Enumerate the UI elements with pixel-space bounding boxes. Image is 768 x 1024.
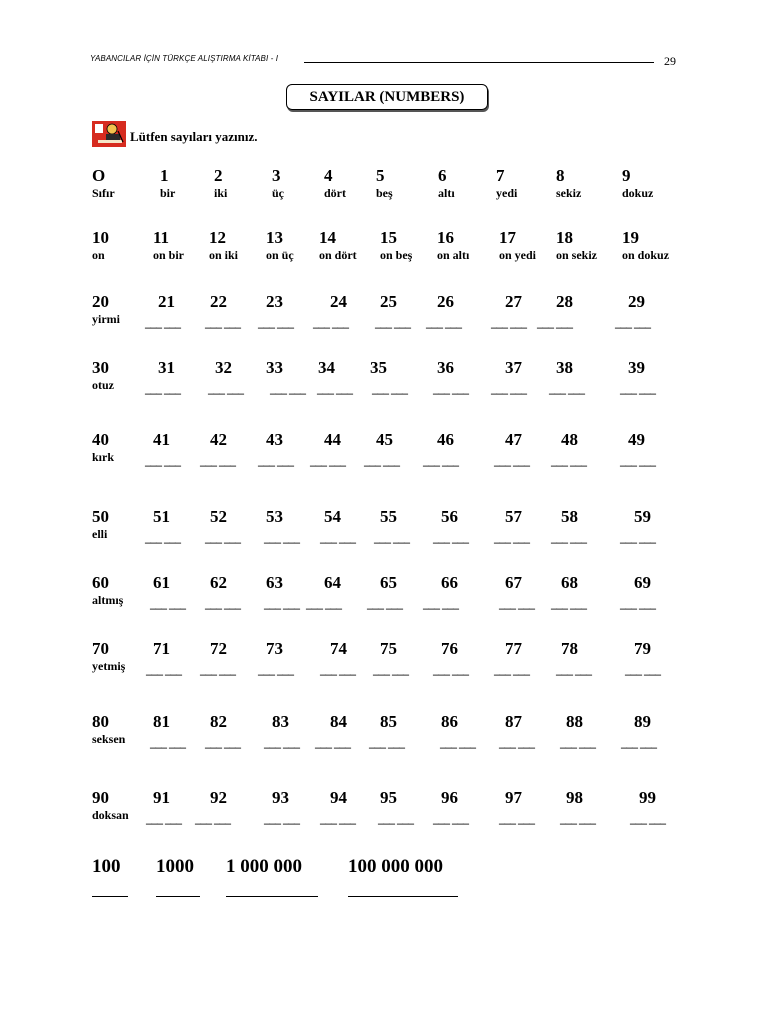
number-label: 16 bbox=[437, 228, 454, 247]
number-word: elli bbox=[92, 527, 108, 541]
number-word: on altı bbox=[437, 248, 470, 262]
number-word: on iki bbox=[209, 248, 239, 262]
answer-blank[interactable]: ___ ___ bbox=[374, 531, 410, 545]
number-label: 66 bbox=[441, 573, 458, 592]
answer-line[interactable] bbox=[156, 896, 200, 897]
number-label: 72 bbox=[210, 639, 227, 658]
number-label: 47 bbox=[505, 430, 522, 449]
number-row bbox=[0, 228, 768, 298]
answer-blank[interactable]: ___ ___ bbox=[620, 454, 656, 468]
answer-blank[interactable]: ___ ___ bbox=[372, 382, 408, 396]
number-label: 30 bbox=[92, 358, 109, 377]
answer-blank[interactable]: ___ ___ bbox=[423, 597, 459, 611]
number-label: 61 bbox=[153, 573, 170, 592]
number-label: 28 bbox=[556, 292, 573, 311]
answer-blank[interactable]: ___ ___ bbox=[367, 597, 403, 611]
number-label: 34 bbox=[318, 358, 335, 377]
number-word: on dokuz bbox=[622, 248, 670, 262]
number-label: 75 bbox=[380, 639, 397, 658]
number-label: 89 bbox=[634, 712, 651, 731]
number-label: 37 bbox=[505, 358, 522, 377]
number-row bbox=[0, 788, 768, 858]
number-label: 7 bbox=[496, 166, 505, 185]
number-row bbox=[0, 166, 768, 236]
number-label: 98 bbox=[566, 788, 583, 807]
number-label: 93 bbox=[272, 788, 289, 807]
number-label: 50 bbox=[92, 507, 109, 526]
number-label: 81 bbox=[153, 712, 170, 731]
answer-blank[interactable]: ___ ___ bbox=[258, 663, 294, 677]
answer-blank[interactable]: ___ ___ bbox=[560, 736, 596, 750]
answer-blank[interactable]: ___ ___ bbox=[499, 812, 535, 826]
answer-blank[interactable]: ___ ___ bbox=[549, 382, 585, 396]
number-label: 97 bbox=[505, 788, 522, 807]
number-label: 84 bbox=[330, 712, 347, 731]
answer-blank[interactable]: ___ ___ bbox=[146, 663, 182, 677]
number-label: 96 bbox=[441, 788, 458, 807]
number-word: on yedi bbox=[499, 248, 537, 262]
number-word: yirmi bbox=[92, 312, 120, 326]
number-label: 95 bbox=[380, 788, 397, 807]
number-label: 1 bbox=[160, 166, 169, 185]
answer-blank[interactable]: ___ ___ bbox=[620, 531, 656, 545]
answer-blank[interactable]: ___ ___ bbox=[433, 382, 469, 396]
answer-blank[interactable]: ___ ___ bbox=[494, 531, 530, 545]
answer-blank[interactable]: ___ ___ bbox=[310, 454, 346, 468]
answer-blank[interactable]: ___ ___ bbox=[440, 736, 476, 750]
answer-blank[interactable]: ___ ___ bbox=[145, 316, 181, 330]
answer-blank[interactable]: ___ ___ bbox=[615, 316, 651, 330]
answer-blank[interactable]: ___ ___ bbox=[373, 663, 409, 677]
answer-blank[interactable]: ___ ___ bbox=[205, 316, 241, 330]
number-label: 13 bbox=[266, 228, 283, 247]
number-label: 76 bbox=[441, 639, 458, 658]
answer-blank[interactable]: ___ ___ bbox=[433, 531, 469, 545]
number-label: 2 bbox=[214, 166, 223, 185]
number-label: 18 bbox=[556, 228, 573, 247]
number-label: 11 bbox=[153, 228, 170, 247]
answer-blank[interactable]: ___ ___ bbox=[620, 382, 656, 396]
number-label: 94 bbox=[330, 788, 347, 807]
number-label: 92 bbox=[210, 788, 227, 807]
answer-line[interactable] bbox=[348, 896, 458, 897]
answer-blank[interactable]: ___ ___ bbox=[264, 597, 300, 611]
number-label: 31 bbox=[158, 358, 175, 377]
number-label: 42 bbox=[210, 430, 227, 449]
answer-blank[interactable]: ___ ___ bbox=[205, 531, 241, 545]
number-label: 99 bbox=[639, 788, 656, 807]
answer-blank[interactable]: ___ ___ bbox=[499, 597, 535, 611]
answer-blank[interactable]: ___ ___ bbox=[150, 736, 186, 750]
number-word: bir bbox=[160, 186, 176, 200]
answer-blank[interactable]: ___ ___ bbox=[145, 454, 181, 468]
answer-blank[interactable]: ___ ___ bbox=[146, 812, 182, 826]
number-word: on üç bbox=[266, 248, 294, 262]
answer-blank[interactable]: ___ ___ bbox=[264, 812, 300, 826]
number-label: 86 bbox=[441, 712, 458, 731]
number-label: 80 bbox=[92, 712, 109, 731]
answer-blank[interactable]: ___ ___ bbox=[556, 663, 592, 677]
answer-blank[interactable]: ___ ___ bbox=[264, 531, 300, 545]
number-label: 85 bbox=[380, 712, 397, 731]
number-label: 69 bbox=[634, 573, 651, 592]
number-label: 83 bbox=[272, 712, 289, 731]
number-word: doksan bbox=[92, 808, 129, 822]
number-word: Sıfır bbox=[92, 186, 115, 200]
number-word: otuz bbox=[92, 378, 114, 392]
book-title: YABANCILAR İÇİN TÜRKÇE ALIŞTIRMA KİTABI - I bbox=[90, 54, 279, 63]
number-label: 46 bbox=[437, 430, 454, 449]
number-label: 62 bbox=[210, 573, 227, 592]
number-label: 9 bbox=[622, 166, 631, 185]
final-numbers-row bbox=[0, 856, 768, 906]
number-label: 78 bbox=[561, 639, 578, 658]
number-100: 100 bbox=[92, 856, 121, 877]
answer-blank[interactable]: ___ ___ bbox=[306, 597, 342, 611]
answer-line[interactable] bbox=[226, 896, 318, 897]
number-word: on beş bbox=[380, 248, 413, 262]
number-row bbox=[0, 573, 768, 643]
answer-blank[interactable]: ___ ___ bbox=[205, 736, 241, 750]
number-word: iki bbox=[214, 186, 228, 200]
number-label: 82 bbox=[210, 712, 227, 731]
title-box bbox=[286, 84, 488, 110]
number-label: 59 bbox=[634, 507, 651, 526]
answer-blank[interactable]: ___ ___ bbox=[369, 736, 405, 750]
answer-blank[interactable]: ___ ___ bbox=[264, 736, 300, 750]
number-label: 27 bbox=[505, 292, 522, 311]
writing-student-icon bbox=[92, 121, 126, 147]
header-rule bbox=[304, 62, 654, 63]
number-label: 90 bbox=[92, 788, 109, 807]
number-label: 3 bbox=[272, 166, 281, 185]
number-row bbox=[0, 639, 768, 709]
number-word: on dört bbox=[319, 248, 357, 262]
number-label: 10 bbox=[92, 228, 109, 247]
number-label: 51 bbox=[153, 507, 170, 526]
number-label: 44 bbox=[324, 430, 341, 449]
number-word: kırk bbox=[92, 450, 115, 464]
number-label: 60 bbox=[92, 573, 109, 592]
answer-blank[interactable]: ___ ___ bbox=[621, 736, 657, 750]
number-label: 70 bbox=[92, 639, 109, 658]
number-label: 39 bbox=[628, 358, 645, 377]
answer-blank[interactable]: ___ ___ bbox=[313, 316, 349, 330]
number-label: 91 bbox=[153, 788, 170, 807]
answer-blank[interactable]: ___ ___ bbox=[494, 454, 530, 468]
number-label: 22 bbox=[210, 292, 227, 311]
instruction bbox=[92, 121, 257, 147]
answer-blank[interactable]: ___ ___ bbox=[378, 812, 414, 826]
number-label: 43 bbox=[266, 430, 283, 449]
answer-blank[interactable]: ___ ___ bbox=[145, 382, 181, 396]
number-label: O bbox=[92, 166, 106, 185]
number-label: 17 bbox=[499, 228, 516, 247]
answer-blank[interactable]: ___ ___ bbox=[620, 597, 656, 611]
answer-blank[interactable]: ___ ___ bbox=[433, 663, 469, 677]
answer-blank[interactable]: ___ ___ bbox=[494, 663, 530, 677]
page-header bbox=[90, 52, 680, 70]
number-label: 6 bbox=[438, 166, 447, 185]
answer-blank[interactable]: ___ ___ bbox=[375, 316, 411, 330]
number-word: seksen bbox=[92, 732, 126, 746]
number-label: 19 bbox=[622, 228, 639, 247]
page-title: SAYILAR (NUMBERS) bbox=[309, 88, 465, 105]
answer-blank[interactable]: ___ ___ bbox=[551, 531, 587, 545]
answer-blank[interactable]: ___ ___ bbox=[195, 812, 231, 826]
number-label: 57 bbox=[505, 507, 522, 526]
number-label: 21 bbox=[158, 292, 175, 311]
answer-blank[interactable]: ___ ___ bbox=[320, 663, 356, 677]
answer-blank[interactable]: ___ ___ bbox=[200, 454, 236, 468]
number-word: sekiz bbox=[556, 186, 582, 200]
number-row bbox=[0, 712, 768, 782]
number-label: 74 bbox=[330, 639, 347, 658]
answer-blank[interactable]: ___ ___ bbox=[258, 316, 294, 330]
number-label: 54 bbox=[324, 507, 341, 526]
number-word: on bbox=[92, 248, 105, 262]
number-label: 23 bbox=[266, 292, 283, 311]
page-number: 29 bbox=[664, 54, 676, 68]
number-word: yedi bbox=[496, 186, 518, 200]
number-label: 88 bbox=[566, 712, 583, 731]
number-label: 20 bbox=[92, 292, 109, 311]
number-label: 8 bbox=[556, 166, 565, 185]
number-label: 68 bbox=[561, 573, 578, 592]
answer-line[interactable] bbox=[92, 896, 128, 897]
number-label: 53 bbox=[266, 507, 283, 526]
number-word: altı bbox=[438, 186, 455, 200]
number-label: 64 bbox=[324, 573, 341, 592]
answer-blank[interactable]: ___ ___ bbox=[551, 454, 587, 468]
number-row bbox=[0, 430, 768, 500]
answer-blank[interactable]: ___ ___ bbox=[315, 736, 351, 750]
number-label: 12 bbox=[209, 228, 226, 247]
number-word: dört bbox=[324, 186, 346, 200]
number-label: 32 bbox=[215, 358, 232, 377]
number-label: 41 bbox=[153, 430, 170, 449]
number-label: 77 bbox=[505, 639, 522, 658]
number-label: 25 bbox=[380, 292, 397, 311]
answer-blank[interactable]: ___ ___ bbox=[364, 454, 400, 468]
answer-blank[interactable]: ___ ___ bbox=[320, 812, 356, 826]
number-label: 35 bbox=[370, 358, 387, 377]
answer-blank[interactable]: ___ ___ bbox=[208, 382, 244, 396]
answer-blank[interactable]: ___ ___ bbox=[491, 382, 527, 396]
number-label: 14 bbox=[319, 228, 336, 247]
answer-blank[interactable]: ___ ___ bbox=[426, 316, 462, 330]
answer-blank[interactable]: ___ ___ bbox=[258, 454, 294, 468]
number-label: 67 bbox=[505, 573, 522, 592]
number-row bbox=[0, 507, 768, 577]
number-label: 33 bbox=[266, 358, 283, 377]
answer-blank[interactable]: ___ ___ bbox=[433, 812, 469, 826]
number-label: 38 bbox=[556, 358, 573, 377]
number-word: dokuz bbox=[622, 186, 654, 200]
number-word: altmış bbox=[92, 593, 124, 607]
instruction-text: Lütfen sayıları yazınız. bbox=[130, 129, 258, 144]
answer-blank[interactable]: ___ ___ bbox=[205, 597, 241, 611]
answer-blank[interactable]: ___ ___ bbox=[625, 663, 661, 677]
answer-blank[interactable]: ___ ___ bbox=[560, 812, 596, 826]
number-label: 40 bbox=[92, 430, 109, 449]
number-1000000: 1 000 000 bbox=[226, 856, 302, 877]
answer-blank[interactable]: ___ ___ bbox=[551, 597, 587, 611]
number-label: 5 bbox=[376, 166, 385, 185]
number-row bbox=[0, 292, 768, 362]
answer-blank[interactable]: ___ ___ bbox=[270, 382, 306, 396]
number-label: 45 bbox=[376, 430, 393, 449]
number-label: 4 bbox=[324, 166, 333, 185]
answer-blank[interactable]: ___ ___ bbox=[630, 812, 666, 826]
number-word: üç bbox=[272, 186, 284, 200]
answer-blank[interactable]: ___ ___ bbox=[537, 316, 573, 330]
number-label: 49 bbox=[628, 430, 645, 449]
answer-blank[interactable]: ___ ___ bbox=[317, 382, 353, 396]
number-label: 24 bbox=[330, 292, 347, 311]
answer-blank[interactable]: ___ ___ bbox=[499, 736, 535, 750]
number-word: beş bbox=[376, 186, 393, 200]
number-label: 63 bbox=[266, 573, 283, 592]
number-label: 58 bbox=[561, 507, 578, 526]
number-label: 55 bbox=[380, 507, 397, 526]
number-1000: 1000 bbox=[156, 856, 194, 877]
number-label: 52 bbox=[210, 507, 227, 526]
number-word: yetmiş bbox=[92, 659, 126, 673]
answer-blank[interactable]: ___ ___ bbox=[423, 454, 459, 468]
number-label: 79 bbox=[634, 639, 651, 658]
number-label: 36 bbox=[437, 358, 454, 377]
number-label: 56 bbox=[441, 507, 458, 526]
number-label: 65 bbox=[380, 573, 397, 592]
answer-blank[interactable]: ___ ___ bbox=[145, 531, 181, 545]
number-label: 26 bbox=[437, 292, 454, 311]
number-label: 15 bbox=[380, 228, 397, 247]
number-word: on bir bbox=[153, 248, 185, 262]
number-label: 71 bbox=[153, 639, 170, 658]
answer-blank[interactable]: ___ ___ bbox=[200, 663, 236, 677]
number-row bbox=[0, 358, 768, 428]
answer-blank[interactable]: ___ ___ bbox=[150, 597, 186, 611]
number-label: 48 bbox=[561, 430, 578, 449]
number-label: 29 bbox=[628, 292, 645, 311]
number-label: 73 bbox=[266, 639, 283, 658]
number-word: on sekiz bbox=[556, 248, 598, 262]
number-100000000: 100 000 000 bbox=[348, 856, 443, 877]
answer-blank[interactable]: ___ ___ bbox=[491, 316, 527, 330]
answer-blank[interactable]: ___ ___ bbox=[320, 531, 356, 545]
number-label: 87 bbox=[505, 712, 522, 731]
